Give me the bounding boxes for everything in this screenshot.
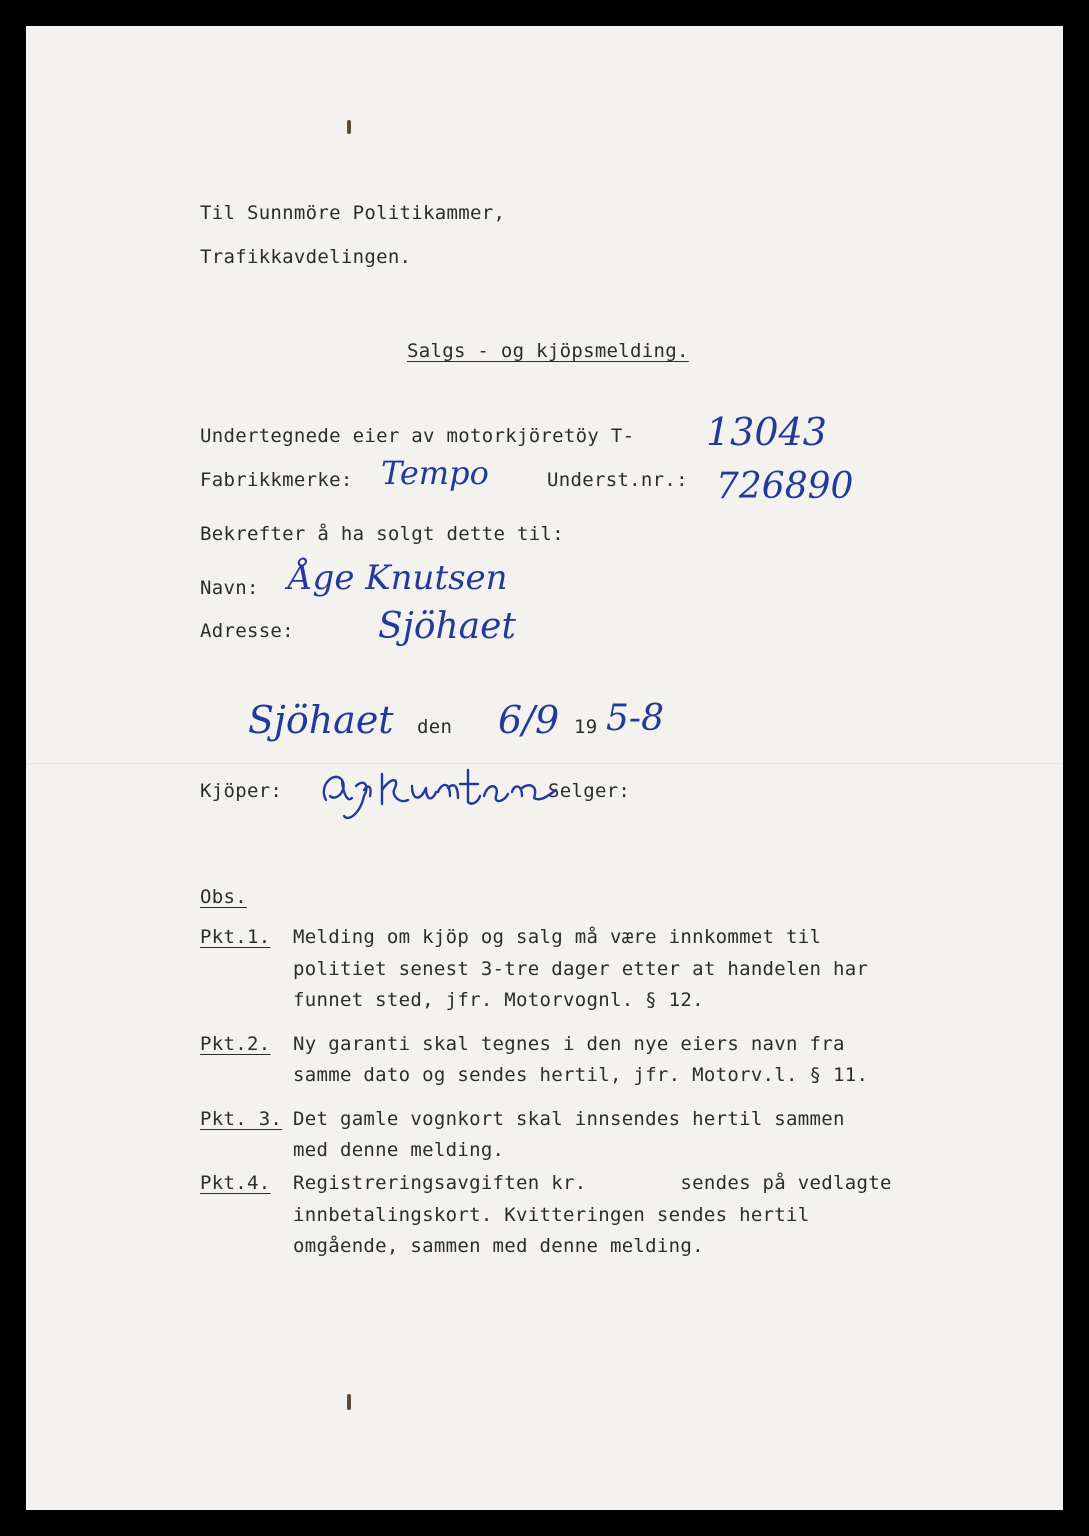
note-1-line-1: Melding om kjöp og salg må være innkommet til bbox=[293, 926, 822, 948]
binder-mark-bottom bbox=[347, 1394, 351, 1410]
note-4-line-3: omgående, sammen med denne melding. bbox=[293, 1235, 704, 1257]
owner-label: Undertegnede eier av motorkjöretöy T- bbox=[200, 425, 635, 447]
note-4-line-1: Registreringsavgiften kr. sendes på vedlagte bbox=[293, 1172, 892, 1194]
buyer-label: Kjöper: bbox=[200, 780, 283, 802]
address-value: Sjöhaet bbox=[378, 606, 516, 647]
date-prefix: den bbox=[417, 716, 453, 738]
year-prefix: 19 bbox=[574, 716, 598, 738]
seller-label: Selger: bbox=[548, 780, 631, 802]
note-3-line-1: Det gamle vognkort skal innsendes hertil sammen bbox=[293, 1108, 845, 1130]
date-value: 6/9 bbox=[498, 698, 560, 742]
note-1-line-3: funnet sted, jfr. Motorvognl. § 12. bbox=[293, 989, 704, 1011]
document-page bbox=[26, 26, 1063, 1510]
address-label: Adresse: bbox=[200, 620, 294, 642]
chassis-label: Underst.nr.: bbox=[547, 469, 688, 491]
confirm-line: Bekrefter å ha solgt dette til: bbox=[200, 523, 564, 545]
chassis-value: 726890 bbox=[716, 466, 854, 507]
notes-heading: Obs. bbox=[200, 886, 247, 908]
buyer-signature bbox=[308, 756, 568, 826]
name-value: Åge Knutsen bbox=[288, 558, 508, 598]
year-suffix: 5-8 bbox=[606, 698, 664, 739]
vehicle-number-value: 13043 bbox=[706, 410, 827, 454]
make-value: Tempo bbox=[381, 454, 489, 492]
note-3-label: Pkt. 3. bbox=[200, 1108, 283, 1130]
note-3-line-2: med denne melding. bbox=[293, 1139, 505, 1161]
note-1-label: Pkt.1. bbox=[200, 926, 271, 948]
note-4-line-2: innbetalingskort. Kvitteringen sendes hertil bbox=[293, 1204, 810, 1226]
note-2-line-2: samme dato og sendes hertil, jfr. Motorv.l. § 11. bbox=[293, 1064, 869, 1086]
note-4-label: Pkt.4. bbox=[200, 1172, 271, 1194]
note-2-label: Pkt.2. bbox=[200, 1033, 271, 1055]
note-1-line-2: politiet senest 3-tre dager etter at handelen har bbox=[293, 958, 869, 980]
name-label: Navn: bbox=[200, 577, 259, 599]
note-2-line-1: Ny garanti skal tegnes i den nye eiers navn fra bbox=[293, 1033, 845, 1055]
binder-mark-top bbox=[347, 120, 351, 134]
page-title: Salgs - og kjöpsmelding. bbox=[407, 340, 689, 362]
place-value: Sjöhaet bbox=[248, 698, 394, 742]
recipient-line: Til Sunnmöre Politikammer, bbox=[200, 202, 506, 224]
make-label: Fabrikkmerke: bbox=[200, 469, 353, 491]
department-line: Trafikkavdelingen. bbox=[200, 246, 412, 268]
